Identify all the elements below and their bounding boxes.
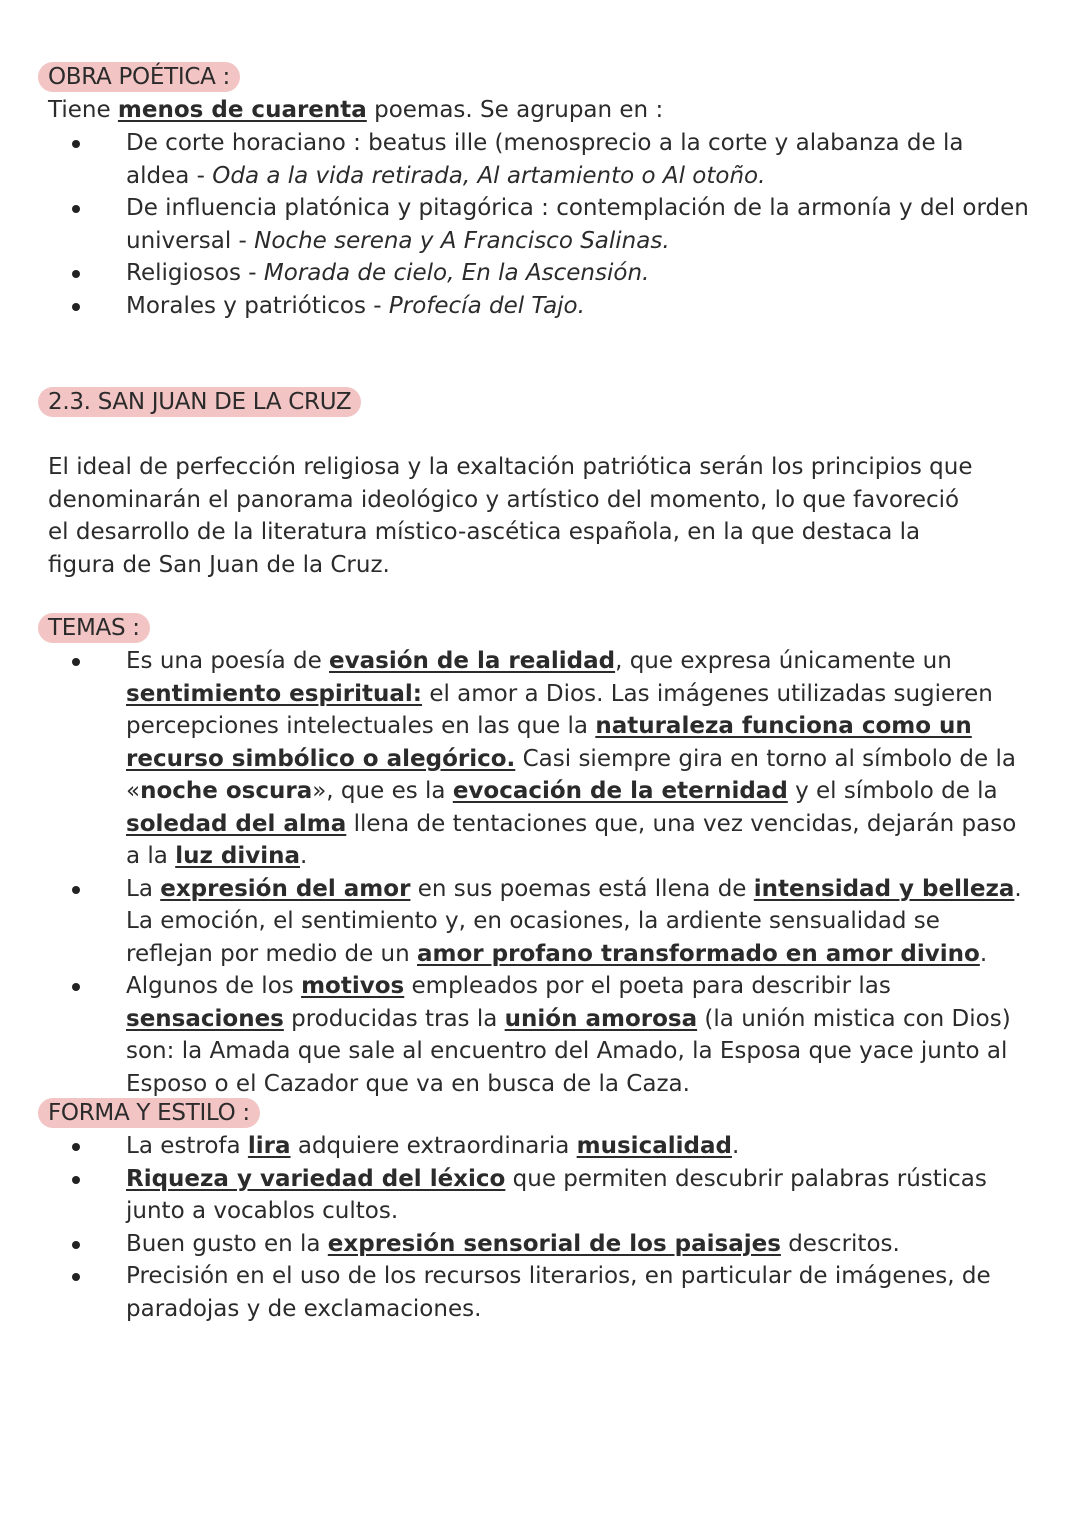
highlight: luz divina: [175, 843, 300, 869]
san-juan-paragraph: El ideal de perfección religiosa y la exaltación patriótica serán los principios que denominarán el panorama ideológico y artístico del momento, lo que favoreció el desarrollo de la literatura místico-ascética española, en la que destaca la figura de San Juan de la Cruz.: [48, 454, 973, 578]
highlight: musicalidad: [576, 1133, 732, 1159]
list-item: Religiosos - Morada de cielo, En la Ascensión.: [0, 257, 1080, 290]
forma-list: [0, 1130, 1080, 1325]
highlight: evasión de la realidad: [329, 648, 616, 674]
obra-intro: Tiene menos de cuarenta poemas. Se agrupan en :: [48, 97, 664, 123]
section-heading-san-juan: 2.3. SAN JUAN DE LA CRUZ: [38, 387, 361, 417]
highlight: sentimiento espiritual:: [126, 680, 423, 707]
list-item: De influencia platónica y pitagórica : contemplación de la armonía y del orden universal - Noche serena y A Francisco Salinas.: [0, 192, 1080, 257]
temas-list: [0, 645, 1080, 1100]
highlight: sensaciones: [126, 1005, 284, 1032]
highlight: evocación de la eternidad: [452, 778, 788, 804]
list-item: De corte horaciano : beatus ille (menosprecio a la corte y alabanza de la aldea - Oda a la vida retirada, Al artamiento o Al otoño.: [0, 127, 1080, 192]
highlight: expresión del amor: [160, 875, 411, 902]
list-item: La expresión del amor en sus poemas está llena de intensidad y belleza. La emoción, el sentimiento y, en ocasiones, la ardiente sensualidad se reflejan por medio de un amor profano transformado en amor divino.: [0, 873, 1080, 971]
list-item: Precisión en el uso de los recursos literarios, en particular de imágenes, de paradojas y de exclamaciones.: [0, 1260, 1080, 1325]
list-item: Morales y patrióticos - Profecía del Tajo.: [0, 290, 1080, 323]
section-heading-temas: TEMAS :: [38, 613, 150, 643]
list-item: Riqueza y variedad del léxico que permiten descubrir palabras rústicas junto a vocablos cultos.: [0, 1163, 1080, 1228]
list-item: Buen gusto en la expresión sensorial de los paisajes descritos.: [0, 1228, 1080, 1261]
highlight: expresión sensorial de los paisajes: [327, 1230, 781, 1257]
list-item: Es una poesía de evasión de la realidad, que expresa únicamente un sentimiento espiritual: el amor a Dios. Las imágenes utilizadas sugieren percepciones intelectuales en las que la naturaleza funciona como un recurso simbólico o alegórico. Casi siempre gira en torno al símbolo de la «noche oscura», que es la evocación de la eternidad y el símbolo de la soledad del alma llena de tentaciones que, una vez vencidas, dejarán paso a la luz divina.: [0, 645, 1080, 873]
highlight: intensidad y belleza: [753, 875, 1015, 902]
highlight: menos de cuarenta: [117, 97, 367, 123]
section-heading-obra-poetica: OBRA POÉTICA :: [38, 62, 240, 92]
highlight: lira: [247, 1133, 291, 1159]
section-heading-forma-estilo: FORMA Y ESTILO :: [38, 1098, 260, 1128]
highlight: naturaleza funciona como un recurso simbólico o alegórico.: [126, 713, 972, 772]
highlight: unión amorosa: [504, 1005, 698, 1032]
highlight: amor profano transformado en amor divino: [417, 940, 980, 967]
list-item: Algunos de los motivos empleados por el poeta para describir las sensaciones producidas tras la unión amorosa (la unión mistica con Dios) son: la Amada que sale al encuentro del Amado, la Esposa que yace junto al Esposo o el Cazador que va en busca de la Caza.: [0, 970, 1080, 1100]
obra-list: [0, 127, 1080, 322]
list-item: La estrofa lira adquiere extraordinaria musicalidad.: [0, 1130, 1080, 1163]
highlight: motivos: [301, 973, 405, 999]
highlight: soledad del alma: [126, 810, 347, 837]
highlight: Riqueza y variedad del léxico: [126, 1165, 506, 1192]
